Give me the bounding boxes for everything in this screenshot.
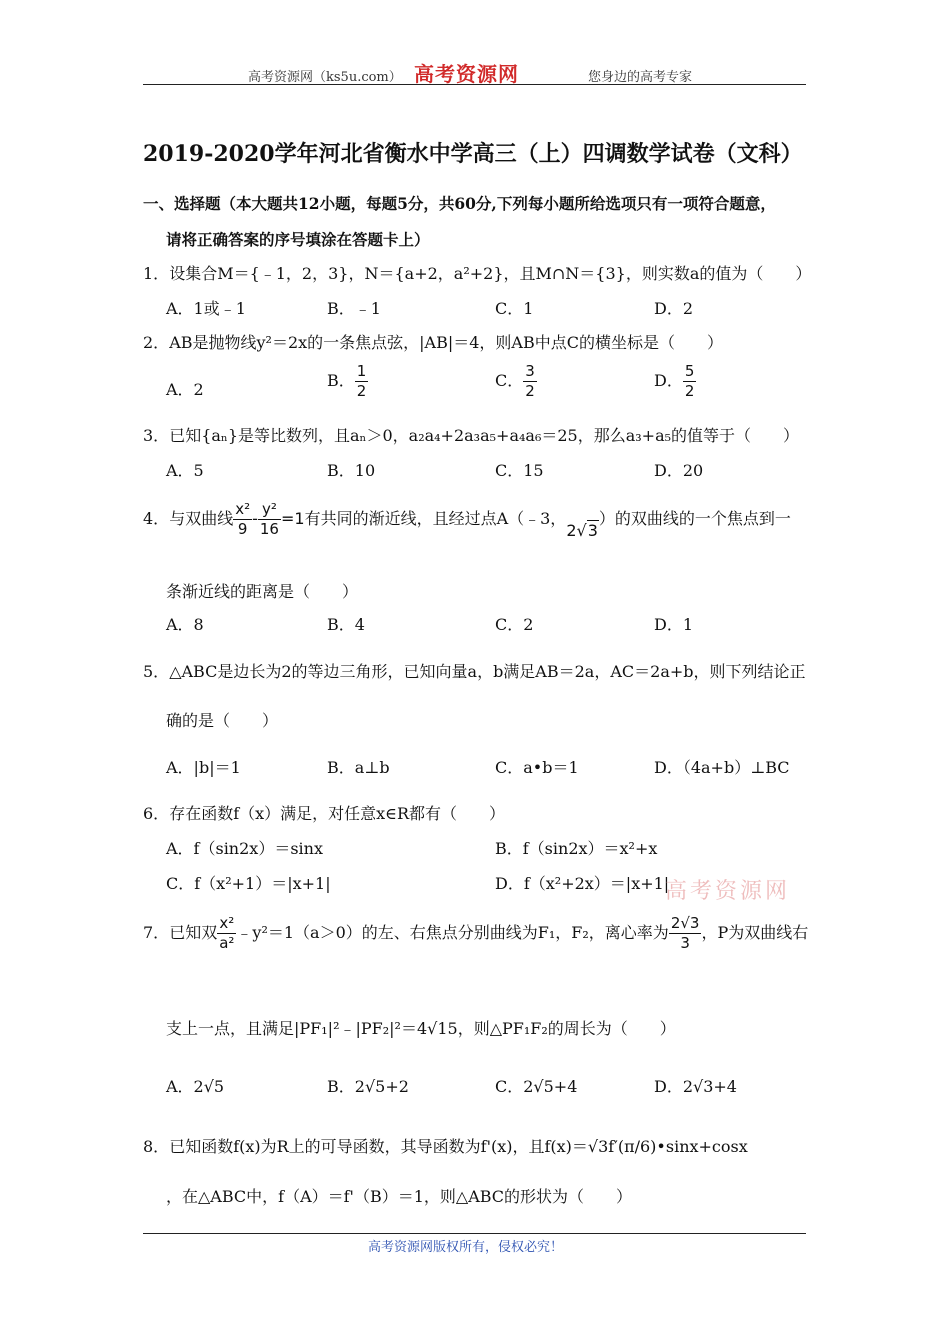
q3-option-c[interactable]: C．15	[495, 461, 544, 480]
question-text: 设集合M＝{﹣1，2，3}，N＝{a+2，a²+2}，且M∩N＝{3}，则实数a的值为（ ）	[169, 264, 812, 283]
fraction: $\frac{\text{x²}}{\text{a²}}$	[219, 914, 235, 952]
question-7-line2: 支上一点，且满足|PF₁|²﹣|PF₂|²＝4√15，则△PF₁F₂的周长为（ ）	[166, 1019, 676, 1038]
header-site-name: 高考资源网（ks5u.com）	[248, 70, 402, 85]
page-title: 2019-2020学年河北省衡水中学高三（上）四调数学试卷（文科）	[143, 141, 803, 167]
question-6	[143, 801, 505, 824]
question-number: 8．	[143, 1137, 170, 1156]
question-8-line2: ，在△ABC中，f（A）＝f'（B）＝1，则△ABC的形状为（ ）	[166, 1187, 633, 1206]
question-3	[143, 423, 799, 446]
q6-option-d[interactable]: D．f（x²+2x）＝|x+1|	[495, 874, 670, 893]
fraction: $\frac{2√3}{3}$	[670, 914, 700, 952]
question-7: 7．已知双 $\frac{\text{x²}}{\text{a²}}$ ﹣y²＝1（a＞0）的左、右焦点分别曲线为F₁，F₂，离心率为 $\frac{2√3}{3}$ ，P为双曲线右	[143, 914, 809, 952]
question-number: 1．	[143, 264, 170, 283]
question-text: 已知函数f(x)为R上的可导函数，其导函数为f'(x)，且f(x)＝√3f′(π/6)•sinx+cosx	[169, 1137, 748, 1156]
header-logo: 高考资源网	[414, 62, 519, 86]
header-slogan: 您身边的高考专家	[588, 70, 693, 85]
question-number: 7．	[143, 923, 170, 942]
question-1	[143, 261, 811, 284]
fraction: $\frac{\text{x²}}{9}$	[235, 500, 251, 538]
question-number: 3．	[143, 426, 170, 445]
question-4-line2: 条渐近线的距离是（ ）	[166, 582, 359, 601]
question-number: 5．	[143, 662, 170, 681]
q2-option-a[interactable]: A．2	[166, 380, 204, 399]
section-heading-line1: 一、选择题（本大题共12小题，每题5分，共60分,下列每小题所给选项只有一项符合题意，	[143, 194, 776, 213]
q2-option-d[interactable]: D． $\frac{5}{2}$	[654, 362, 695, 400]
q5-option-d[interactable]: D．（4a+b）⊥BC	[654, 758, 790, 777]
footer-divider	[143, 1233, 806, 1234]
question-8	[143, 1134, 748, 1157]
q4-option-c[interactable]: C．2	[495, 615, 534, 634]
q6-option-c[interactable]: C．f（x²+1）＝|x+1|	[166, 874, 331, 893]
question-number: 6．	[143, 804, 170, 823]
question-5	[143, 659, 806, 682]
fraction: $\frac{3}{2}$	[525, 362, 535, 400]
q7-option-d[interactable]: D．2√3+4	[654, 1077, 737, 1096]
q3-option-d[interactable]: D．20	[654, 461, 704, 480]
footer-copyright: 高考资源网版权所有，侵权必究！	[368, 1240, 564, 1255]
q7-option-b[interactable]: B．2√5+2	[327, 1077, 409, 1096]
q1-option-a[interactable]: A．1或﹣1	[166, 299, 246, 318]
question-text: △ABC是边长为2的等边三角形，已知向量a，b满足AB＝2a，AC＝2a+b，则下列结论正	[169, 662, 806, 681]
q6-option-b[interactable]: B．f（sin2x）＝x²+x	[495, 839, 658, 858]
fraction: $\frac{5}{2}$	[684, 362, 695, 400]
question-4: 4．与双曲线 $\frac{\text{x²}}{9}$ - $\frac{\text{y²}}{16}$ =1有共同的渐近线，且经过点A（﹣3，2√3）的双曲线的一个焦点到一	[143, 500, 791, 540]
q1-option-c[interactable]: C．1	[495, 299, 534, 318]
fraction: $\frac{\text{y²}}{16}$	[259, 500, 279, 538]
question-2	[143, 330, 723, 353]
question-5-line2: 确的是（ ）	[166, 711, 279, 730]
question-text: 已知{aₙ}是等比数列，且aₙ＞0，a₂a₄+2a₃a₅+a₄a₆＝25，那么a₃+a₅的值等于（ ）	[169, 426, 800, 445]
question-text: 存在函数f（x）满足，对任意x∈R都有（ ）	[169, 804, 506, 823]
q5-option-c[interactable]: C．a•b＝1	[495, 758, 579, 777]
question-number: 2．	[143, 333, 170, 352]
q6-option-a[interactable]: A．f（sin2x）＝sinx	[166, 839, 323, 858]
sqrt-expression: 2√3	[566, 521, 598, 540]
fraction: $\frac{1}{2}$	[356, 362, 367, 400]
q4-option-d[interactable]: D．1	[654, 615, 694, 634]
q2-option-b[interactable]: B． $\frac{1}{2}$	[327, 362, 367, 400]
q7-option-a[interactable]: A．2√5	[166, 1077, 225, 1096]
q1-option-d[interactable]: D．2	[654, 299, 694, 318]
q5-option-b[interactable]: B．a⊥b	[327, 758, 390, 777]
watermark: 高考资源网	[665, 879, 791, 904]
q7-option-c[interactable]: C．2√5+4	[495, 1077, 578, 1096]
header-divider	[143, 84, 806, 85]
q2-option-c[interactable]: C． $\frac{3}{2}$	[495, 362, 535, 400]
q4-option-a[interactable]: A．8	[166, 615, 204, 634]
q1-option-b[interactable]: B．﹣1	[327, 299, 381, 318]
q3-option-a[interactable]: A．5	[166, 461, 204, 480]
section-heading-line2: 请将正确答案的序号填涂在答题卡上）	[166, 230, 430, 249]
q3-option-b[interactable]: B．10	[327, 461, 376, 480]
question-text: AB是抛物线y²＝2x的一条焦点弦，|AB|＝4，则AB中点C的横坐标是（ ）	[169, 333, 723, 352]
q4-option-b[interactable]: B．4	[327, 615, 365, 634]
q5-option-a[interactable]: A．|b|＝1	[166, 758, 241, 777]
question-number: 4．	[143, 509, 170, 528]
